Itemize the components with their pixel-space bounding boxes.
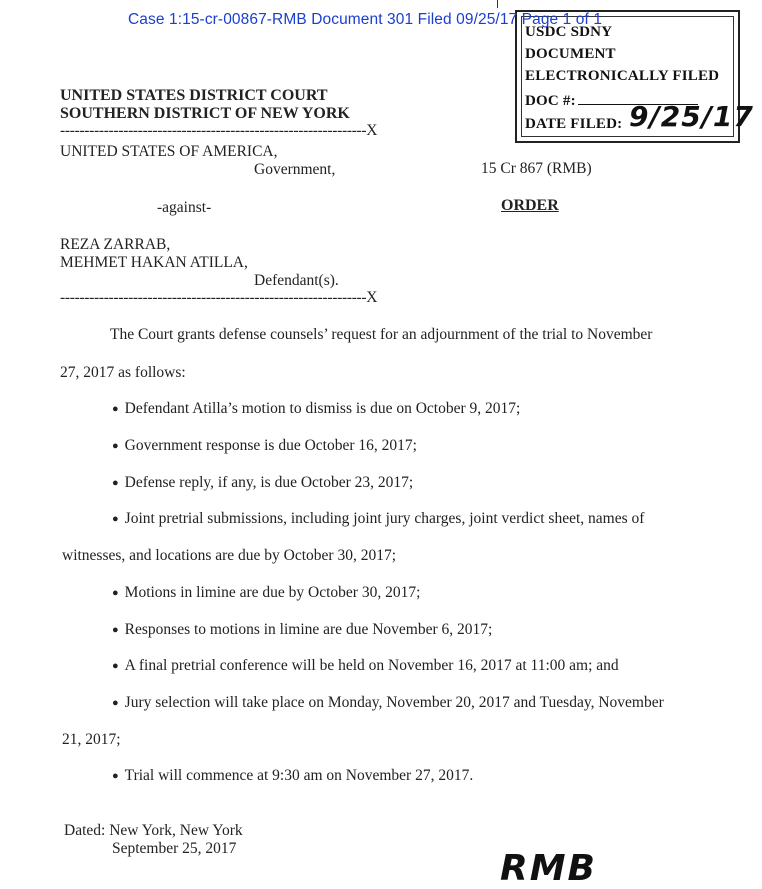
filing-stamp xyxy=(515,10,754,143)
schedule-item-pretrial-conference: ● A final pretrial conference will be held on November 16, 2017 at 11:00 am; and xyxy=(112,657,619,675)
caption-plaintiff-role: Government, xyxy=(254,161,336,178)
schedule-item-motions-in-limine: ● Motions in limine are due by October 30, 2017; xyxy=(112,584,420,602)
schedule-item-motion-to-dismiss: ● Defendant Atilla’s motion to dismiss is due on October 9, 2017; xyxy=(112,400,520,418)
caption-plaintiff: UNITED STATES OF AMERICA, xyxy=(60,143,278,160)
judge-signature: RMB xyxy=(500,848,597,889)
caption-separator-top: ---------------------------------------------------------------X xyxy=(60,122,378,139)
schedule-item-government-response: ● Government response is due October 16, 2017; xyxy=(112,437,417,455)
schedule-item-trial-date: ● Trial will commence at 9:30 am on November 27, 2017. xyxy=(112,767,473,785)
scan-mark xyxy=(497,0,498,8)
schedule-item-jury-selection: ● Jury selection will take place on Monday, November 20, 2017 and Tuesday, November xyxy=(112,694,664,712)
caption-defendant-2: MEHMET HAKAN ATILLA, xyxy=(60,254,248,271)
caption-defendant-1: REZA ZARRAB, xyxy=(60,236,171,253)
court-name-line1: UNITED STATES DISTRICT COURT xyxy=(60,87,328,104)
stamp-doc-label: DOC #: xyxy=(525,93,576,109)
stamp-usdc: USDC SDNY xyxy=(525,24,613,40)
intro-line-2: 27, 2017 as follows: xyxy=(60,364,186,381)
stamp-electronically-filed: ELECTRONICALLY FILED xyxy=(525,68,720,84)
schedule-item-defense-reply: ● Defense reply, if any, is due October 23, 2017; xyxy=(112,474,413,492)
document-title: ORDER xyxy=(501,197,559,214)
stamp-date-handwritten: 9/25/17 xyxy=(629,100,754,133)
stamp-document: DOCUMENT xyxy=(525,46,616,62)
stamp-date-filed xyxy=(525,116,622,133)
caption-defendant-role: Defendant(s). xyxy=(254,272,339,289)
schedule-item-jury-selection-cont: 21, 2017; xyxy=(62,731,121,748)
ecf-header: Case 1:15-cr-00867-RMB Document 301 Filed 09/25/17 Page 1 of 1 xyxy=(128,11,603,28)
intro-line-1: The Court grants defense counsels’ request for an adjournment of the trial to November xyxy=(110,326,653,343)
court-name-line2: SOUTHERN DISTRICT OF NEW YORK xyxy=(60,105,350,122)
caption-separator-bottom: ---------------------------------------------------------------X xyxy=(60,289,378,306)
schedule-item-joint-submissions: ● Joint pretrial submissions, including joint jury charges, joint verdict sheet, names of xyxy=(112,510,644,528)
caption-against: -against- xyxy=(157,199,212,216)
case-number: 15 Cr 867 (RMB) xyxy=(481,160,592,177)
stamp-date-label: DATE FILED: xyxy=(525,116,623,132)
schedule-item-joint-submissions-cont: witnesses, and locations are due by October 30, 2017; xyxy=(62,547,397,564)
dated-date: September 25, 2017 xyxy=(112,840,237,857)
schedule-item-limine-responses: ● Responses to motions in limine are due November 6, 2017; xyxy=(112,621,492,639)
dated-location: Dated: New York, New York xyxy=(64,822,243,839)
